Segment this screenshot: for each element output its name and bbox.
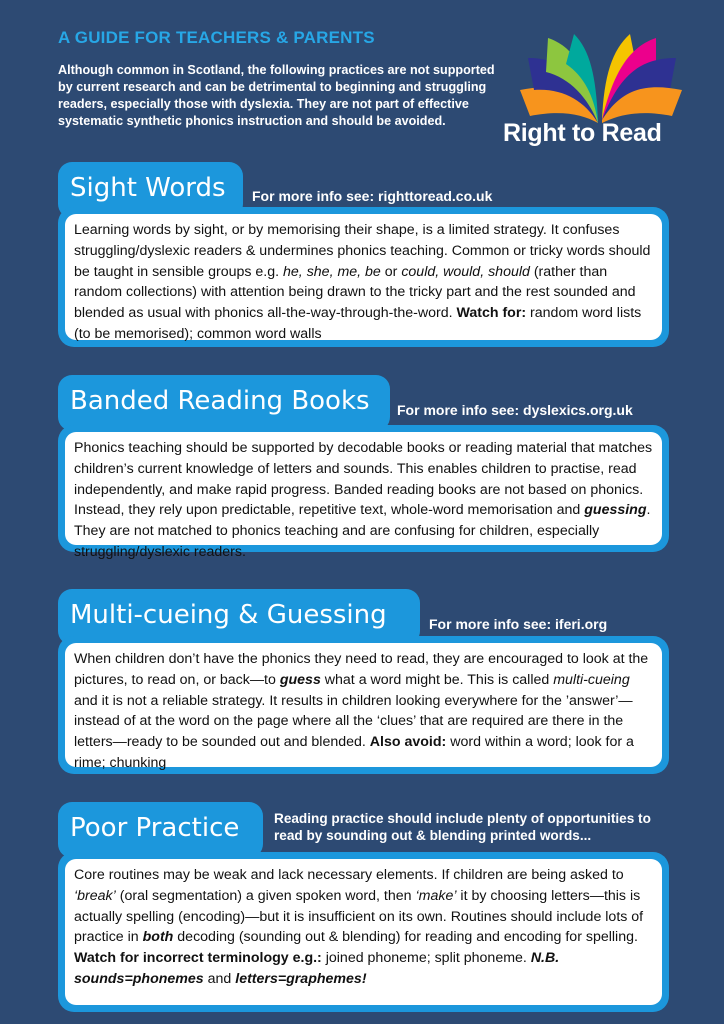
body-text-run: multi-cueing [553, 671, 630, 688]
body-text-run: Core routines may be weak and lack necessary elements. If children are being asked to [74, 867, 624, 883]
section-body-text [65, 214, 662, 340]
section-body-text [65, 432, 662, 560]
body-text-run: When children don’t have the phonics they need to read, they are encouraged to look at the pictures, to read on, or back—to [74, 651, 649, 688]
header-intro: Although common in Scotland, the following practices are not supported by current research and can be detrimental to beginning and struggling readers, especially those with dyslexia. They are not part of effective systematic synthetic phonics instruction and should be avoided. [58, 63, 495, 128]
body-text-run: and it is not a reliable strategy. It results in children looking everywhere for the ’answer’— instead of at the word on the page where all the ‘clues’ that are required are there in the letters—ready to be sounded out and blended. [74, 692, 633, 751]
logo-text: Right to Read [503, 119, 662, 147]
body-text-run: Watch for: [456, 305, 527, 322]
body-text-run: . They are not matched to phonics teaching and are confusing for children, especially struggling/dyslexic readers. [74, 502, 651, 560]
body-text-run: Watch for incorrect terminology e.g.: [74, 950, 322, 967]
section-body-box [58, 207, 669, 347]
body-text-run: ‘break’ [74, 887, 116, 904]
section-body-box [58, 636, 669, 774]
more-info-link[interactable]: For more info see: dyslexics.org.uk [397, 402, 633, 418]
body-text-run: could, would, should [401, 263, 530, 280]
body-text-run: decoding (sounding out & blending) for reading and encoding for spelling. [173, 929, 638, 946]
body-text-run: or [380, 263, 402, 280]
body-text-run: what a word might be. This is called [320, 671, 554, 688]
body-text-run: word within a word; look for a rime; chunking [74, 734, 634, 771]
body-text-run: (rather than random collections) with attention being drawn to the tricky part and the rest sounded and blended as usual with phonics all-the-way-through-the-word. [74, 263, 636, 322]
body-text-run: Also avoid: [369, 734, 447, 751]
body-text-run: Phonics teaching should be supported by decodable books or reading material that matches children’s current knowledge of letters and sounds. This enables children to practise, read independently, and make rapid progress. Banded reading books are not based on phonics. Instead, they rely upon predictable, repetitive text, whole-word memorisation and [74, 440, 653, 519]
body-text-run: Learning words by sight, or by memorising their shape, is a limited strategy. It confuses struggling/dyslexic readers & undermines phonics teaching. Common or tricky words should be taught in sensible groups e.g. [74, 222, 651, 280]
section-body-box [58, 425, 669, 560]
section-body-text [65, 859, 662, 1005]
body-text-run: ‘make’ [415, 887, 457, 904]
body-text-run: and [203, 970, 236, 987]
section-body-text [65, 643, 662, 771]
body-text-run: letters=graphemes! [235, 970, 367, 987]
body-text-run: guessing [584, 502, 647, 519]
more-info-link[interactable]: For more info see: iferi.org [429, 616, 608, 632]
section-title: Banded Reading Books [58, 375, 390, 431]
body-text-run: he, she, me, be [283, 263, 381, 280]
body-text-run: (oral segmentation) a given spoken word, then [115, 887, 416, 904]
header-title: A GUIDE FOR TEACHERS & PARENTS [58, 28, 375, 47]
section-title: Poor Practice [58, 802, 263, 858]
section-body-box [58, 852, 669, 1012]
more-info-link[interactable]: For more info see: righttoread.co.uk [252, 188, 493, 204]
more-info-note: Reading practice should include plenty of opportunities to read by sounding out & blending printed words... [274, 811, 651, 843]
body-text-run: both [142, 929, 174, 946]
body-text-run: it by choosing letters—this is actually spelling (encoding)—but it is insufficient on its own. Routines should include lots of practice in [74, 887, 644, 946]
body-text-run: joined phoneme; split phoneme. [321, 950, 531, 967]
body-text-run: random word lists (to be memorised); common word walls [74, 305, 642, 342]
section-title: Sight Words [58, 162, 243, 218]
body-text-run: N.B. sounds=phonemes [74, 950, 560, 987]
section-title: Multi-cueing & Guessing [58, 589, 420, 645]
body-text-run: guess [279, 671, 321, 688]
